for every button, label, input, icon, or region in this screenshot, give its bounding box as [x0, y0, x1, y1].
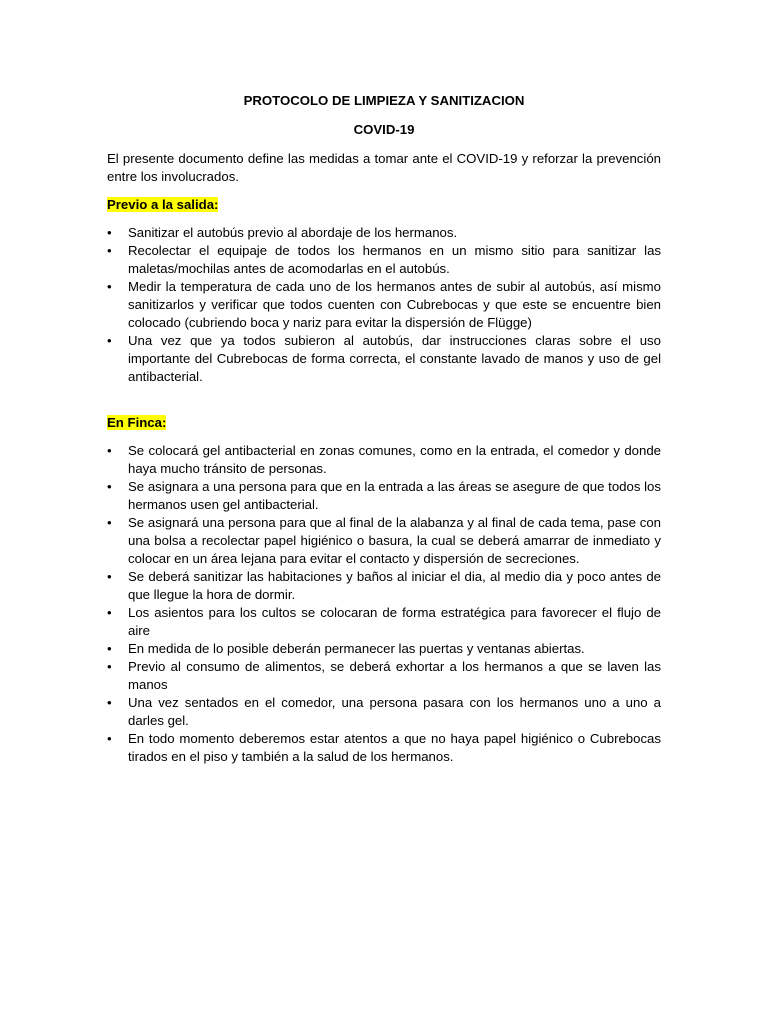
list-item: • En medida de lo posible deberán permanecer las puertas y ventanas abiertas. — [107, 641, 585, 656]
highlighted-heading-text: Previo a la salida: — [107, 197, 219, 212]
list-item: • Los asientos para los cultos se colocaran de forma estratégica para favorecer el flujo de aire — [107, 605, 661, 638]
bullet-icon: • — [107, 243, 112, 258]
bullet-icon: • — [107, 515, 112, 530]
bullet-icon: • — [107, 731, 112, 746]
blank-line — [107, 386, 661, 404]
bullet-icon: • — [107, 695, 112, 710]
list-item: • Se deberá sanitizar las habitaciones y baños al iniciar el dia, al medio dia y poco antes de que llegue la hora de dormir. — [107, 569, 661, 602]
bullet-icon: • — [107, 333, 112, 348]
list-item: • Una vez sentados en el comedor, una persona pasara con los hermanos uno a uno a darles gel. — [107, 695, 661, 728]
section-heading-finca — [107, 414, 661, 432]
bullet-icon: • — [107, 569, 112, 584]
bullet-icon: • — [107, 443, 112, 458]
section-heading-previo — [107, 196, 661, 214]
document-subtitle: COVID-19 — [353, 122, 415, 137]
list-item: • Sanitizar el autobús previo al abordaje de los hermanos. — [107, 225, 458, 240]
list-item: • Previo al consumo de alimentos, se deberá exhortar a los hermanos a que se laven las manos — [107, 659, 661, 692]
list-item: • Recolectar el equipaje de todos los hermanos en un mismo sitio para sanitizar las maletas/mochilas antes de acomodarlas en el autobús. — [107, 243, 661, 276]
list-item: • Una vez que ya todos subieron al autobús, dar instrucciones claras sobre el uso importante del Cubrebocas de forma correcta, el constante lavado de manos y uso de gel antibacterial. — [107, 333, 661, 384]
list-item: • Medir la temperatura de cada uno de los hermanos antes de subir al autobús, así mismo sanitizarlos y verificar que todos cuenten con Cubrebocas y que este se encuentre bien colocado (cubriendo boca y nariz para evitar la dispersión de Flügge) — [107, 279, 661, 330]
bullet-icon: • — [107, 641, 112, 656]
bullet-icon: • — [107, 605, 112, 620]
list-item: • Se asignará una persona para que al final de la alabanza y al final de cada tema, pase con una bolsa a recolectar papel higiénico o basura, la cual se deberá amarrar de inmediato y colocar en un área lejana para evitar el contacto y dispersión de secreciones. — [107, 515, 661, 566]
document-body — [107, 92, 661, 766]
highlighted-heading-text: En Finca: — [107, 415, 167, 430]
bullet-icon: • — [107, 479, 112, 494]
list-item: • En todo momento deberemos estar atentos a que no haya papel higiénico o Cubrebocas tirados en el piso y también a la salud de los hermanos. — [107, 731, 661, 764]
intro-paragraph: El presente documento define las medidas a tomar ante el COVID-19 y reforzar la prevención entre los involucrados. — [107, 151, 661, 184]
bullet-list-finca — [107, 442, 661, 766]
list-item: • Se asignara a una persona para que en la entrada a las áreas se asegure de que todos los hermanos usen gel antibacterial. — [107, 479, 661, 512]
document-title: PROTOCOLO DE LIMPIEZA Y SANITIZACION — [243, 93, 525, 108]
bullet-icon: • — [107, 279, 112, 294]
bullet-icon: • — [107, 225, 112, 240]
list-item: • Se colocará gel antibacterial en zonas comunes, como en la entrada, el comedor y donde haya mucho tránsito de personas. — [107, 443, 661, 476]
bullet-icon: • — [107, 659, 112, 674]
bullet-list-previo — [107, 224, 661, 386]
